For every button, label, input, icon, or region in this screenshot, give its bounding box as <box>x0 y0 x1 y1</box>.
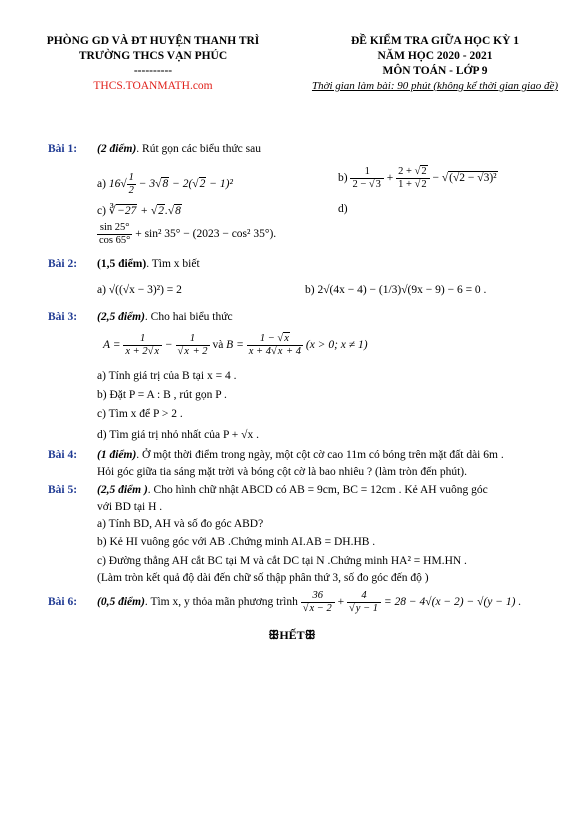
p6-frac1: $\frac{36}{√x - 2}$ <box>301 590 335 615</box>
school-year: NĂM HỌC 2020 - 2021 <box>377 50 493 62</box>
exam-title: ĐỀ KIỂM TRA GIỮA HỌC KỲ 1 <box>350 35 520 47</box>
p1-d-tail: + sin² 35° − (2023 − cos² 35°). <box>135 228 277 241</box>
problem-6-intro: (0,5 điểm). Tìm x, y thỏa mãn phương trình $\frac{36}{√x - 2}$ + $\frac{4}{√y - 1}$ = 28 − 4√(x − 2) − √(y − 1) . <box>97 590 522 614</box>
p4-line2: Hỏi góc giữa tia sáng mặt trời và bóng cột cờ là bao nhiêu ? (làm tròn đến phút). <box>97 466 468 478</box>
problem-1-intro <box>97 143 261 155</box>
problem-2-points: (1,5 điểm) <box>97 258 147 270</box>
p5-question-c: c) Đường thẳng AH cắt BC tại M và cắt DC tại N .Chứng minh HA² = HM.HN . <box>97 555 467 567</box>
header-right <box>300 34 570 94</box>
p2-b: b) 2√(4x − 4) − (1/3)√(9x − 9) − 6 = 0 . <box>305 284 487 296</box>
problem-2-label: Bài 2: <box>48 258 78 270</box>
p3-expressions: A = $\frac{1}{x + 2√x}$ − $\frac{1}{√x + 2}$ và B = $\frac{1 - √x}{x + 4√x + 4}$ (x > 0; x ≠ 1) <box>103 333 368 357</box>
p1-b-label: b) <box>338 172 348 185</box>
p1-a <box>97 172 233 197</box>
problem-1-text: . Rút gọn các biểu thức sau <box>136 143 261 155</box>
problem-2-text: . Tìm x biết <box>146 258 200 270</box>
problem-1-label: Bài 1: <box>48 143 78 155</box>
problem-1-points: (2 điểm) <box>97 143 137 155</box>
problem-5-points: (2,5 điểm ) <box>97 484 148 496</box>
p5-note: (Làm tròn kết quả độ dài đến chữ số thập phân thứ 3, số đo góc đến độ ) <box>97 572 429 584</box>
p6-frac2: $\frac{4}{√y - 1}$ <box>347 590 381 615</box>
problem-6-label: Bài 6: <box>48 596 78 608</box>
problem-3-text: . Cho hai biểu thức <box>144 311 233 323</box>
p3-question-a: a) Tính giá trị của B tại x = 4 . <box>97 370 237 382</box>
end-marker: ꕥHẾTꕥ <box>268 628 316 642</box>
problem-5-label: Bài 5: <box>48 484 78 496</box>
p3-question-b: b) Đặt P = A : B , rút gọn P . <box>97 389 227 401</box>
p6-tail: = 28 − 4√(x − 2) − √(y − 1) . <box>383 596 522 609</box>
p1-c <box>97 203 182 217</box>
header-left <box>28 34 278 94</box>
problem-4-intro <box>97 449 504 461</box>
problem-3-label: Bài 3: <box>48 311 78 323</box>
p5-question-b: b) Kẻ HI vuông góc với AB .Chứng minh AI.AB = DH.HB . <box>97 536 376 548</box>
problem-4-text: . Ở một thời điểm trong ngày, một cột cờ cao 11m có bóng trên mặt đất dài 6m . <box>136 449 504 461</box>
p1-c-label: c) <box>97 205 106 217</box>
problem-3-points: (2,5 điểm) <box>97 311 145 323</box>
p1-b-frac1: $\frac{1}{2 - √3}$ <box>350 166 383 191</box>
time-limit: Thời gian làm bài: 90 phút (không kể thời gian giao đề) <box>311 80 559 92</box>
department-name: PHÒNG GD VÀ ĐT HUYỆN THANH TRÌ <box>46 35 260 47</box>
p1-c-expr: ∛−27 + √2.√8 <box>108 205 181 217</box>
p1-b: b) $\frac{1}{2 - √3}$ + $\frac{2 + √2}{1 + √2}$ − √(√2 − √3)² <box>338 166 497 190</box>
p5-question-a: a) Tính BD, AH và số đo góc ABD? <box>97 518 264 530</box>
p1-d <box>97 222 276 247</box>
p5-line2: với BD tại H . <box>97 501 163 513</box>
problem-6-points: (0,5 điểm) <box>97 596 145 609</box>
p3-question-d: d) Tìm giá trị nhỏ nhất của P + √x . <box>97 429 259 441</box>
problem-3-intro <box>97 311 233 323</box>
p1-b-frac2: $\frac{2 + √2}{1 + √2}$ <box>396 166 429 191</box>
problem-2-intro <box>97 258 200 270</box>
problem-4-label: Bài 4: <box>48 449 78 461</box>
site-link[interactable]: THCS.TOANMATH.com <box>93 80 213 92</box>
problem-6-text: . Tìm x, y thỏa mãn phương trình <box>144 596 298 609</box>
p3-question-c: c) Tìm x để P > 2 . <box>97 408 183 420</box>
problem-4-points: (1 điểm) <box>97 449 137 461</box>
p1-d-frac: $\frac{\sin 25^\circ}{\cos 65^\circ}$ <box>99 222 131 246</box>
p1-a-expr: 16√ $\frac{1}{2}$ − 3√8 − 2(√2 − 1)² <box>108 172 233 196</box>
problem-5-intro <box>97 484 488 496</box>
p1-d-label: d) <box>338 203 348 215</box>
p1-b-root: √(√2 − √3)² <box>441 172 497 185</box>
p2-a: a) √((√x − 3)²) = 2 <box>97 284 182 296</box>
school-name: TRƯỜNG THCS VẠN PHÚC <box>78 50 228 62</box>
separator: ---------- <box>133 65 173 77</box>
p3-condition: (x > 0; x ≠ 1) <box>305 339 368 352</box>
problem-5-text: . Cho hình chữ nhật ABCD có AB = 9cm, BC = 12cm . Kẻ AH vuông góc <box>147 484 488 496</box>
subject: MÔN TOÁN - LỚP 9 <box>382 65 488 77</box>
p1-a-label: a) <box>97 178 106 191</box>
